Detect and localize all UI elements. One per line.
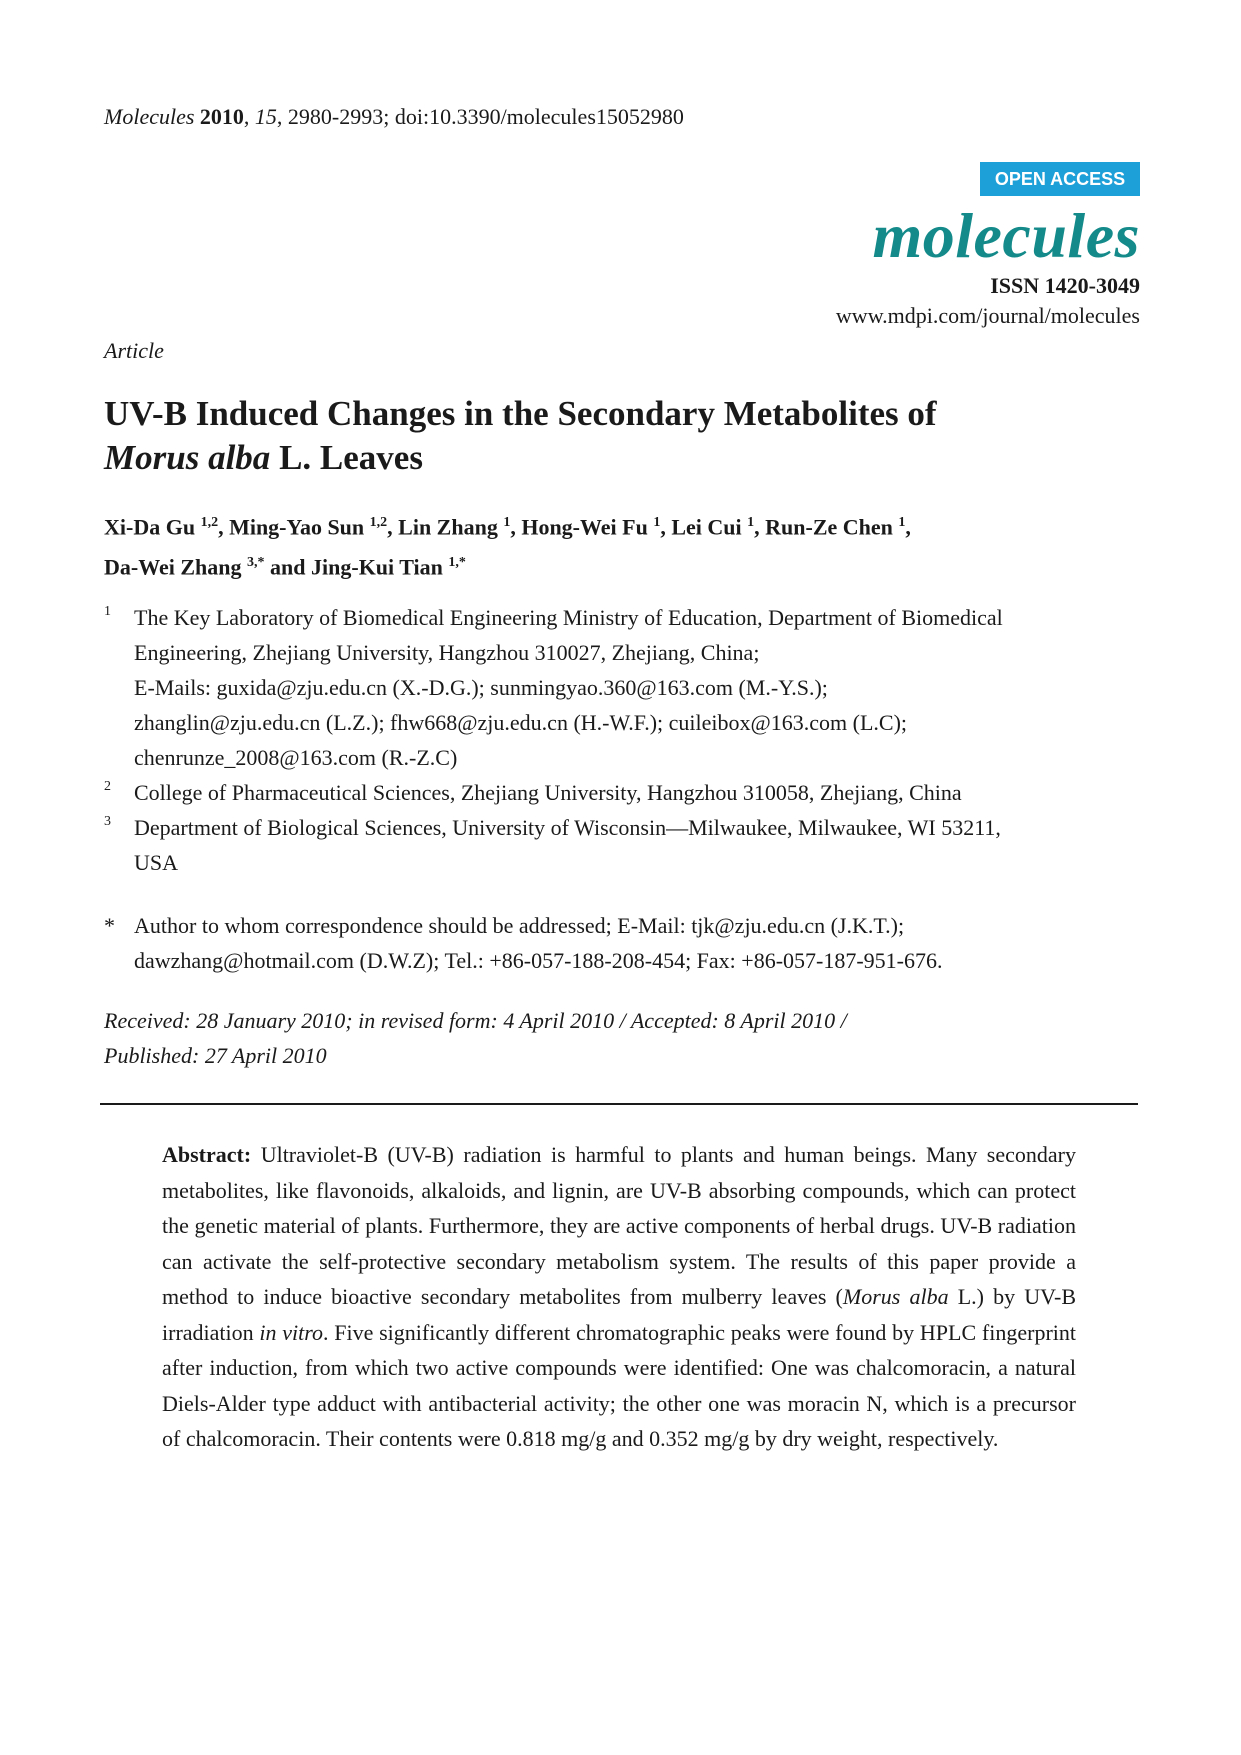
affiliation-line: Department of Biological Sciences, University of Wisconsin—Milwaukee, Milwaukee, WI 53211, — [134, 815, 1001, 840]
citation-line: Molecules 2010, 15, 2980-2993; doi:10.3390/molecules15052980 — [104, 104, 684, 129]
author-name: Xi-Da Gu — [104, 514, 196, 540]
author-name: Ming-Yao Sun — [229, 514, 365, 540]
affiliation-number: 2 — [104, 779, 111, 794]
journal-url-link[interactable]: www.mdpi.com/journal/molecules — [835, 303, 1140, 328]
author-name: Lei Cui — [671, 514, 742, 540]
title-line-2: Morus alba L. Leaves — [104, 438, 423, 477]
affiliation-line: Engineering, Zhejiang University, Hangzhou 310027, Zhejiang, China; — [134, 640, 760, 665]
author-joiner: and — [264, 554, 312, 580]
affiliation-number: 3 — [104, 814, 111, 829]
author-name: Run-Ze Chen — [765, 514, 893, 540]
author-affiliation-sup: 1 — [747, 515, 755, 530]
affiliation-1 — [104, 600, 1144, 775]
author-affiliation-sup: 1 — [503, 515, 511, 530]
author-affiliation-sup: 3,* — [247, 555, 265, 571]
author-name: Jing-Kui Tian — [311, 554, 443, 580]
author-affiliation-sup: 1,2 — [200, 515, 219, 530]
affiliation-line: E-Mails: guxida@zju.edu.cn (X.-D.G.); sunmingyao.360@163.com (M.-Y.S.); — [134, 675, 828, 700]
affiliation-line: College of Pharmaceutical Sciences, Zhejiang University, Hangzhou 310058, Zhejiang, China — [134, 780, 962, 805]
author-name: Hong-Wei Fu — [521, 514, 648, 540]
affiliation-line: USA — [134, 850, 179, 875]
dates-line-2: Published: 27 April 2010 — [104, 1043, 327, 1068]
author-affiliation-sup: 1 — [653, 515, 661, 530]
correspondence-note — [104, 908, 1144, 978]
title-line-1: UV-B Induced Changes in the Secondary Metabolites of — [104, 394, 937, 433]
abstract-species: Morus alba — [842, 1284, 949, 1309]
issn: ISSN 1420-3049 — [990, 273, 1140, 298]
affiliation-line: chenrunze_2008@163.com (R.-Z.C) — [134, 745, 458, 770]
author-affiliation-sup: 1 — [898, 515, 906, 530]
author-line-2 — [104, 545, 1144, 585]
affiliation-line: The Key Laboratory of Biomedical Engineering Ministry of Education, Department of Biomedical — [134, 605, 1003, 630]
author-list — [104, 505, 1144, 586]
author-name: Lin Zhang — [398, 514, 498, 540]
abstract-label: Abstract: — [162, 1142, 252, 1167]
title-species: Morus alba — [104, 438, 271, 477]
affiliations — [104, 600, 1144, 880]
journal-short-name: Molecules — [104, 104, 195, 129]
dates-line-1: Received: 28 January 2010; in revised form: 4 April 2010 / Accepted: 8 April 2010 / — [104, 1008, 847, 1033]
affiliation-3 — [104, 810, 1144, 880]
open-access-badge: OPEN ACCESS — [980, 162, 1140, 196]
publication-year: 2010 — [199, 104, 244, 129]
section-divider — [100, 1103, 1138, 1105]
abstract-in-vitro: in vitro — [259, 1319, 323, 1345]
journal-logo-text: molecules — [872, 200, 1140, 271]
correspondence-star: * — [104, 913, 115, 938]
publication-dates — [104, 1003, 1004, 1073]
author-affiliation-sup: 1,2 — [369, 515, 388, 530]
author-name: Da-Wei Zhang — [104, 554, 242, 580]
abstract: Abstract: Ultraviolet-B (UV-B) radiation is harmful to plants and human beings. Many secondary metabolites, like flavonoids, alkaloids, and lignin, are UV-B absorbing compounds, which can protect the genetic material of plants. Furthermore, they are active components of herbal drugs. UV-B radiation can activate the self-protective secondary metabolism system. The results of this paper provide a method to induce bioactive secondary metabolites from mulberry leaves (Morus alba L.) by UV-B irradiation in vitro. Five significantly different chromatographic peaks were found by HPLC fingerprint after induction, from which two active compounds were identified: One was chalcomoracin, a natural Diels-Alder type adduct with antibacterial activity; the other one was moracin N, which is a precursor of chalcomoracin. Their contents were 0.818 mg/g and 0.352 mg/g by dry weight, respectively. — [162, 1142, 1076, 1451]
affiliation-line: zhanglin@zju.edu.cn (L.Z.); fhw668@zju.edu.cn (H.-W.F.); cuileibox@163.com (L.C); — [134, 710, 908, 735]
volume-number: 15 — [254, 104, 277, 129]
pages-doi: , 2980-2993; doi:10.3390/molecules15052980 — [276, 104, 684, 129]
paper-title — [104, 392, 1144, 480]
author-line-1: Xi-Da Gu $^{1,2}$, Ming-Yao Sun $^{1,2}$, Lin Zhang $^1$, Hong-Wei Fu $^1$, Lei Cui $^1$, Run-Ze Chen $^1$, — [104, 514, 911, 540]
affiliation-number: 1 — [104, 604, 111, 619]
correspondence-line-2: dawzhang@hotmail.com (D.W.Z); Tel.: +86-057-188-208-454; Fax: +86-057-187-951-676. — [134, 948, 943, 973]
author-affiliation-sup: 1,* — [448, 555, 466, 571]
correspondence-line-1: Author to whom correspondence should be addressed; E-Mail: tjk@zju.edu.cn (J.K.T.); — [134, 913, 905, 938]
article-type: Article — [104, 338, 164, 363]
affiliation-2 — [104, 775, 1144, 810]
